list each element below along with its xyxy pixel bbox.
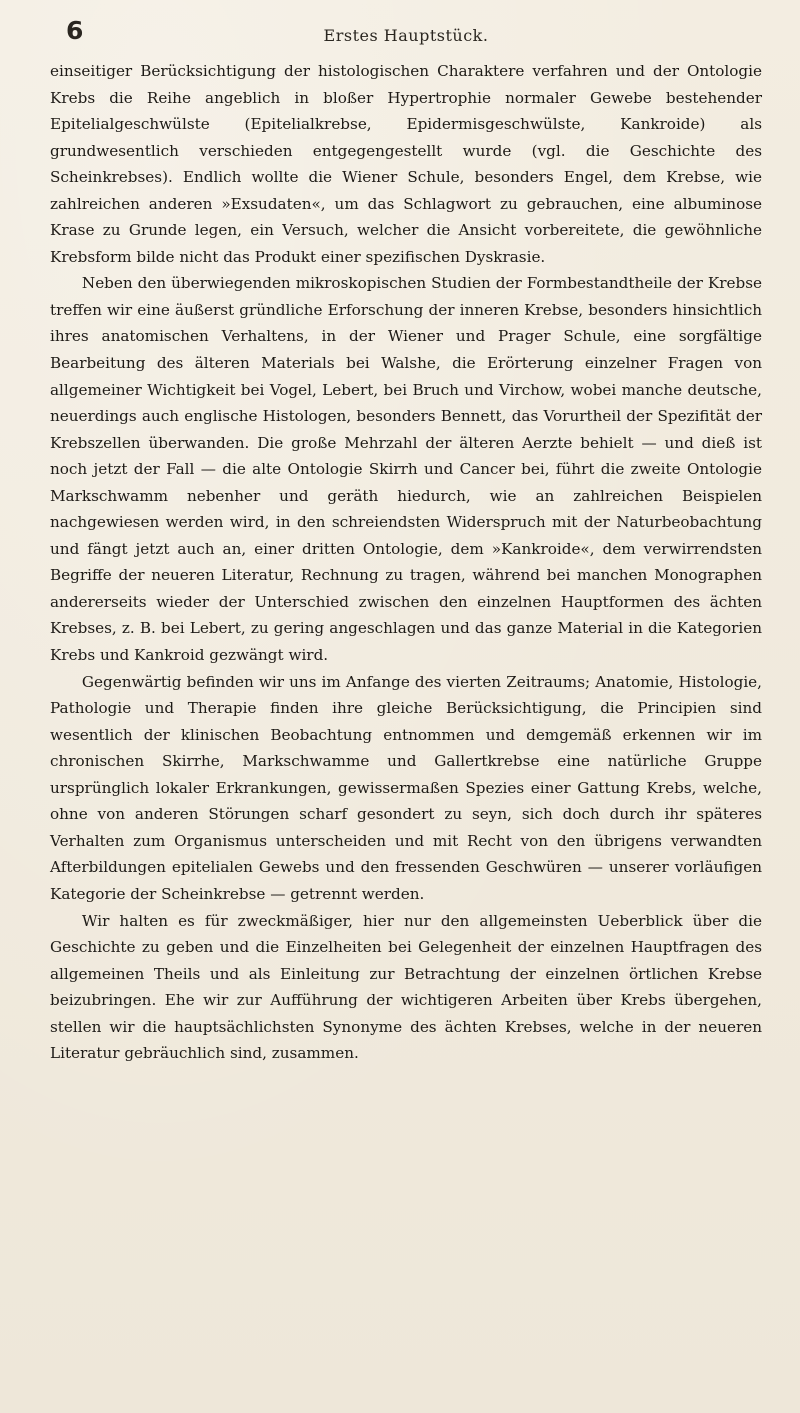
section-title: Erstes Hauptstück. [323,26,489,45]
paragraph-4: Wir halten es für zweckmäßiger, hier nur den allgemeinsten Ueberblick über die Geschichte zu geben und die Einzelheiten bei Gelegenheit der einzelnen Hauptfragen des allgemeinen Theils und als Einleitung zur Betrachtung der einzelnen örtlichen Krebse beizubringen. Ehe wir zur Aufführung der wichtigeren Arbeiten über Krebs übergehen, stellen wir die hauptsächlichsten Synonyme des ächten Krebses, welche in der neueren Literatur gebräuchlich sind, zusammen. [50,911,762,1063]
body-text [50,58,762,1067]
paragraph-1: einseitiger Berücksichtigung der histologischen Charaktere verfahren und der Ontologie Krebs die Reihe angeblich in bloßer Hypertrophie normaler Gewebe bestehender Epitelialgeschwülste (Epitelialkrebse, Epidermisgeschwülste, Kankroide) als grundwesentlich verschieden entgegengestellt wurde (vgl. die Geschichte des Scheinkrebses). Endlich wollte die Wiener Schule, besonders Engel, dem Krebse, wie zahlreichen anderen »Exsudaten«, um das Schlagwort zu gebrauchen, eine albuminose Krase zu Grunde legen, ein Versuch, welcher die Ansicht vorbereitete, die gewöhnliche Krebsform bilde nicht das Produkt einer spezifischen Dyskrasie. [50,62,762,266]
running-head [50,0,762,58]
paragraph-3: Gegenwärtig befinden wir uns im Anfange des vierten Zeitraums; Anatomie, Histologie, Pathologie und Therapie finden ihre gleiche Berücksichtigung, die Principien sind wesentlich der klinischen Beobachtung entnommen und demgemäß erkennen wir im chronischen Skirrhe, Markschwamme und Gallertkrebse eine natürliche Gruppe ursprünglich lokaler Erkrankungen, gewissermaßen Spezies einer Gattung Krebs, welche, ohne von anderen Störungen scharf gesondert zu seyn, sich doch durch ihr späteres Verhalten zum Organismus unterscheiden und mit Recht von den übrigens verwandten Afterbildungen epitelialen Gewebs und den fressenden Geschwüren — unserer vorläufigen Kategorie der Scheinkrebse — getrennt werden. [50,672,762,903]
paragraph-2: Neben den überwiegenden mikroskopischen Studien der Formbestandtheile der Krebse treffen wir eine äußerst gründliche Erforschung der inneren Krebse, besonders hinsichtlich ihres anatomischen Verhaltens, in der Wiener und Prager Schule, eine sorgfältige Bearbeitung des älteren Materials bei Walshe, die Erörterung einzelner Fragen von allgemeiner Wichtigkeit bei Vogel, Lebert, bei Bruch und Virchow, wobei manche deutsche, neuerdings auch englische Histologen, besonders Bennett, das Vorurtheil der Spezifität der Krebszellen überwanden. Die große Mehrzahl der älteren Aerzte behielt — und dieß ist noch jetzt der Fall — die alte Ontologie Skirrh und Cancer bei, führt die zweite Ontologie Markschwamm nebenher und geräth hiedurch, wie an zahlreichen Beispielen nachgewiesen werden wird, in den schreiendsten Widerspruch mit der Naturbeobachtung und fängt jetzt auch an, einer dritten Ontologie, dem »Kankroide«, dem verwirrendsten Begriffe der neueren Literatur, Rechnung zu tragen, während bei manchen Monographen andererseits wieder der Unterschied zwischen den einzelnen Hauptformen des ächten Krebses, z. B. bei Lebert, zu gering angeschlagen und das ganze Material in die Kategorien Krebs und Kankroid gezwängt wird. [50,274,762,665]
page-number: 6 [66,16,84,45]
